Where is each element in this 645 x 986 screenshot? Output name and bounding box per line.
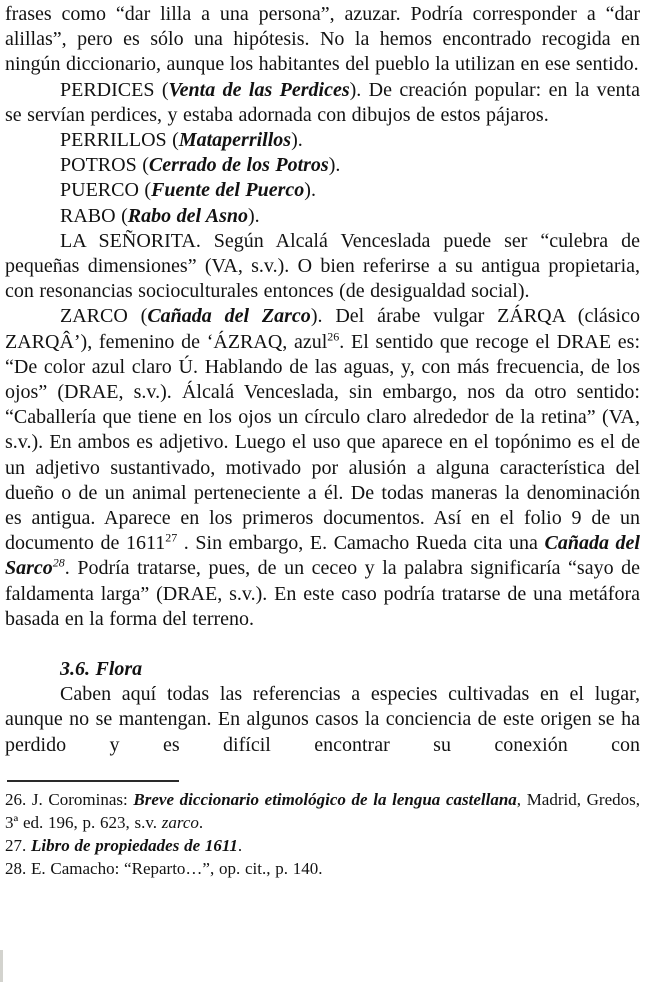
text-run: ).	[248, 204, 260, 227]
toponym-italic: 3.6. Flora	[60, 658, 143, 681]
text-run: frases como “dar lilla a una persona”, azuzar. Podría corresponder a “dar alillas”, pero es sólo una hipótesis. No la hemos encontrado recogida en ningún diccionario, aunque los habitantes del pueblo la utilizan en ese sentido.	[5, 3, 640, 76]
footnote	[5, 834, 640, 857]
text-run: ).	[328, 154, 341, 177]
paragraph	[5, 78, 640, 128]
footnote	[5, 788, 640, 834]
footnotes	[5, 788, 640, 880]
footnote-reference: 28	[52, 555, 65, 570]
toponym-italic: Breve diccionario etimológico de la lengua castellana	[133, 789, 517, 809]
text-run: PERRILLOS (	[60, 129, 179, 152]
text-run: ).	[291, 129, 303, 152]
text-run: . Podría tratarse, pues, de un ceceo y la palabra significaría “sayo de faldamenta larga” (DRAE, s.v.). En este caso podría tratarse de una metáfora basada en la forma del terreno.	[5, 557, 640, 630]
footnote-reference: 27	[165, 530, 178, 545]
toponym-italic: Cañada del Sarco	[5, 532, 640, 580]
text-run: 27.	[5, 835, 31, 855]
toponym-italic: Cerrado de los Potros	[148, 154, 329, 177]
paragraph	[5, 128, 640, 153]
paragraph	[5, 204, 640, 229]
text-run: Caben aquí todas las referencias a especies cultivadas en el lugar, aunque no se mantengan. En algunos casos la conciencia de este origen se ha perdido y es difícil encontrar su conexión con	[5, 683, 640, 756]
paragraph	[5, 682, 640, 758]
text-run: PERDICES (	[60, 78, 169, 101]
text-run: RABO (	[60, 204, 128, 227]
italic-text: zarco	[161, 812, 199, 832]
footnote	[5, 857, 640, 880]
text-run: ).	[304, 179, 316, 202]
toponym-italic: Mataperrillos	[178, 129, 292, 152]
text-run: 26. J. Corominas:	[5, 789, 134, 809]
text-run: . Sin embargo, E. Camacho Rueda cita una	[177, 532, 545, 555]
text-run: . El sentido que recoge el DRAE es: “De color azul claro Ú. Hablando de las aguas, y, con más frecuencia, de los ojos” (DRAE, s.v.). Álcalá Venceslada, sin embargo, nos da otro sentido: “Caballería que tiene en los ojos un círculo claro alrededor de la retina” (VA, s.v.). En ambos es adjetivo. Luego el uso que aparece en el topónimo es el de un adjetivo sustantivado, motivado por alusión a alguna característica del dueño o de un animal perteneciente a él. De todas maneras la denominación es antigua. Aparece en los primeros documentos. Así en el folio 9 de un documento de 1611	[5, 330, 641, 555]
text-run: 28. E. Camacho: “Reparto…”, op. cit., p. 140.	[5, 858, 323, 878]
text-run: PUERCO (	[60, 179, 152, 202]
body-text	[5, 2, 640, 758]
footnote-separator	[7, 780, 179, 782]
text-run: POTROS (	[60, 154, 149, 177]
text-run: ). Del árabe vulgar ZÁRQA (clásico ZARQÂ’), femenino de ‘ÁZRAQ, azul	[5, 305, 640, 353]
paragraph	[5, 2, 640, 78]
text-run: .	[237, 835, 243, 855]
toponym-italic: Libro de propiedades de 1611	[31, 835, 238, 855]
paragraph	[5, 153, 640, 178]
paragraph	[5, 304, 640, 632]
text-run: .	[198, 812, 204, 832]
footnote-reference: 26	[327, 328, 340, 343]
text-run: ). De creación popular: en la venta se servían perdices, y estaba adornada con dibujos de estos pájaros.	[5, 78, 640, 126]
text-run: LA SEÑORITA. Según Alcalá Venceslada puede ser “culebra de pequeñas dimensiones” (VA, s.v.). O bien referirse a su antigua propietaria, con resonancias socioculturales entonces (de desigualdad social).	[5, 229, 640, 303]
toponym-italic: Venta de las Perdices	[168, 78, 350, 101]
scan-smudge	[0, 950, 3, 982]
paragraph	[5, 229, 640, 305]
text-run: ZARCO (	[60, 305, 148, 328]
toponym-italic: Rabo del Asno	[127, 204, 249, 227]
paragraph	[5, 178, 640, 203]
section-heading	[5, 657, 640, 682]
text-run: , Madrid, Gredos, 3ª ed. 196, p. 623, s.v.	[5, 789, 640, 832]
toponym-italic: Cañada del Zarco	[147, 305, 311, 328]
toponym-italic: Fuente del Puerco	[151, 179, 305, 202]
